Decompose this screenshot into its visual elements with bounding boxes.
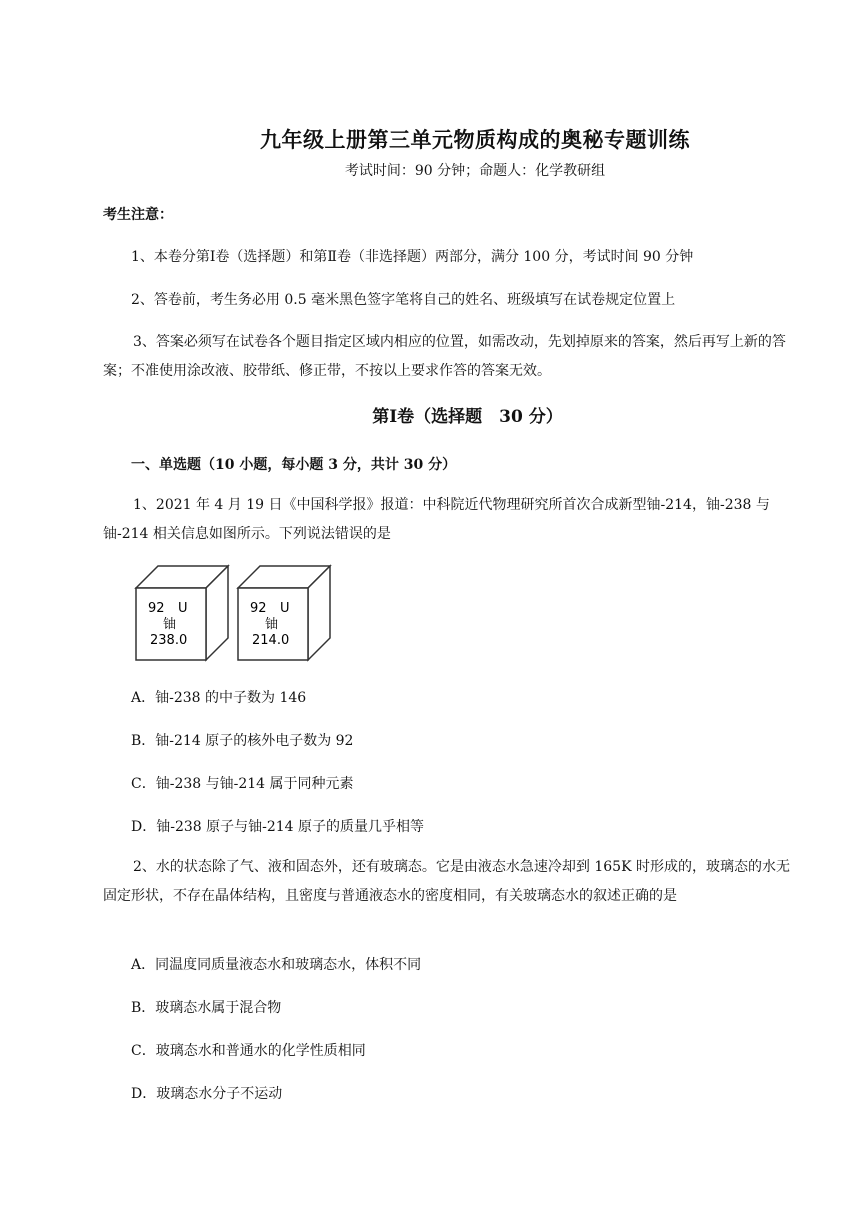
question-2-option-b[interactable]: B．玻璃态水属于混合物: [131, 1000, 282, 1016]
question-2-option-d[interactable]: D．玻璃态水分子不运动: [131, 1086, 283, 1102]
question-1-option-a[interactable]: A．铀-238 的中子数为 146: [131, 690, 307, 706]
question-2-option-c[interactable]: C．玻璃态水和普通水的化学性质相同: [131, 1043, 366, 1059]
question-1-stem: 1、2021 年 4 月 19 日《中国科学报》报道：中科院近代物理研究所首次合成新型铀-214，铀-238 与铀-214 相关信息如图所示。下列说法错误的是: [103, 497, 770, 542]
section-title: 第Ⅰ卷（选择题 30 分）: [372, 407, 563, 427]
notice-item-1: 1、本卷分第Ⅰ卷（选择题）和第Ⅱ卷（非选择题）两部分，满分 100 分，考试时间 90 分钟: [131, 249, 694, 265]
notice-item-2: 2、答卷前，考生务必用 0.5 毫米黑色签字笔将自己的姓名、班级填写在试卷规定位置上: [131, 292, 676, 308]
question-1-option-b[interactable]: B．铀-214 原子的核外电子数为 92: [131, 733, 354, 749]
question-1-option-d[interactable]: D．铀-238 原子与铀-214 原子的质量几乎相等: [131, 819, 425, 835]
cube-uranium-238: [136, 566, 228, 660]
question-2-option-a[interactable]: A．同温度同质量液态水和玻璃态水，体积不同: [131, 957, 422, 973]
cube-2-symbol: U: [280, 601, 290, 616]
cube-1-name: 铀: [163, 617, 177, 632]
exam-subtitle: 考试时间：90 分钟；命题人：化学教研组: [344, 163, 606, 179]
notice-heading: 考生注意：: [103, 207, 173, 223]
question-1-option-c[interactable]: C．铀-238 与铀-214 属于同种元素: [131, 776, 354, 792]
question-2-stem: 2、水的状态除了气、液和固态外，还有玻璃态。它是由液态水急速冷却到 165K 时形成的，玻璃态的水无固定形状，不存在晶体结构，且密度与普通液态水的密度相同，有关玻璃态水的叙述正确的是: [103, 859, 790, 904]
uranium-cubes-figure: [130, 560, 340, 665]
part-heading: 一、单选题（10 小题，每小题 3 分，共计 30 分）: [131, 457, 457, 473]
cube-2-mass: 214.0: [252, 633, 290, 648]
cube-1-symbol: U: [178, 601, 188, 616]
cube-2-name: 铀: [265, 617, 279, 632]
cube-1-number: 92: [148, 601, 165, 616]
cube-1-mass: 238.0: [150, 633, 188, 648]
notice-item-3: 3、答案必须写在试卷各个题目指定区域内相应的位置，如需改动，先划掉原来的答案，然后再写上新的答案；不准使用涂改液、胶带纸、修正带，不按以上要求作答的答案无效。: [103, 334, 786, 379]
cube-uranium-214: [238, 566, 330, 660]
cube-2-number: 92: [250, 601, 267, 616]
exam-title: 九年级上册第三单元物质构成的奥秘专题训练: [260, 127, 690, 152]
